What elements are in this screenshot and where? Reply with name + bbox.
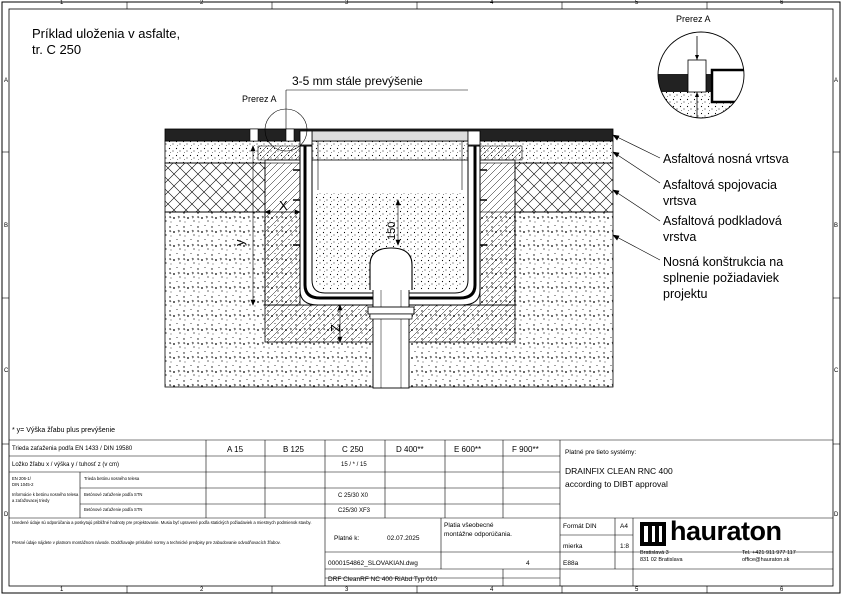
drawing-title-line1: Príklad uloženia v asfalte, (32, 26, 181, 41)
frame-col-4-bottom: 4 (490, 587, 494, 593)
drawing-code: DRF CleanRF NC 400 RiAbd Typ 010 (328, 576, 437, 583)
frame-col-2-bottom: 2 (200, 587, 204, 593)
dimension-x: X (279, 198, 288, 213)
group-label-3: Informácie k betónu nosného telesa (12, 492, 79, 497)
sub-row-3: Betónové zaťaženie podľa STN (84, 507, 143, 512)
outlet-pipe (368, 248, 414, 388)
class-c250: C 250 (342, 445, 364, 454)
frame-col-3-bottom: 3 (345, 587, 349, 593)
date-value: 02.07.2025 (387, 535, 420, 542)
frame-col-1-bottom: 1 (60, 587, 64, 593)
class-f900: F 900** (512, 445, 539, 454)
validity-text-1: Platia všeobecné (444, 522, 494, 529)
layer-label-1: Asfaltová nosná vrtsva (663, 152, 789, 166)
class-a15: A 15 (227, 445, 244, 454)
layer-label-4b: splnenie požiadaviek (663, 271, 780, 285)
notice-2: Presné údaje nájdete v platnom montážnom návode. Dodržiavajte príslušné normy a technické predpisy pre zabudovanie odvodňovacích žľabov. (12, 540, 281, 545)
frame-col-5: 5 (635, 0, 639, 6)
valid-for-label: Platné pre tieto systémy: (565, 449, 637, 456)
frame-col-2: 2 (200, 0, 204, 6)
concrete-class-2: C25/30 XF3 (338, 508, 371, 514)
xyz-row-value: 15 / * / 15 (341, 462, 367, 468)
scale-value: 1:8 (620, 543, 630, 550)
frame-row-a-right: A (834, 78, 839, 84)
frame-row-b: B (4, 223, 9, 229)
group-label-1: EN 206-1/ (12, 476, 31, 481)
frame-col-5-bottom: 5 (635, 587, 639, 593)
class-b125: B 125 (283, 445, 304, 454)
system-line2: according to DIBT approval (565, 479, 668, 489)
layer-label-2b: vrtsva (663, 194, 697, 208)
layer-label-4a: Nosná konštrukcia na (663, 255, 784, 269)
frame-col-4: 4 (490, 0, 494, 6)
frame-row-c-right: C (834, 368, 839, 374)
concrete-class-1: C 25/30 X0 (338, 493, 369, 499)
address-line1: Bratislavá 3 (640, 550, 669, 556)
email: office@hauraton.sk (742, 557, 790, 563)
brand-wordmark: hauraton (670, 516, 782, 546)
phone: Tel. +421 911 977 117 (742, 550, 796, 556)
class-d400: D 400** (396, 445, 424, 454)
drawing-title-line2: tr. C 250 (32, 42, 82, 57)
dimension-z: Z (328, 324, 343, 332)
footnote: * y= Výška žľabu plus prevýšenie (12, 427, 116, 434)
system-line1: DRAINFIX CLEAN RNC 400 (565, 466, 673, 476)
xyz-row-label: Ložko žľabu x / výška y / tuhosť z (v cm) (12, 462, 120, 468)
date-label: Platné k: (334, 535, 360, 542)
page-code: E88a (563, 560, 579, 567)
sheet-index: 4 (526, 560, 530, 567)
leader-lines (613, 135, 660, 260)
layer-label-3a: Asfaltová podkladová (663, 214, 782, 228)
class-e600: E 600** (454, 445, 482, 454)
address-line2: 831 02 Bratislava (640, 557, 683, 563)
group-label-4: a zaťažovacej triedy (12, 498, 50, 503)
title-block-lines (9, 440, 833, 586)
notice-1: Uvedené údaje sú odporúčania a poskytujú približné hodnoty pre projektovanie. Musia byť upravené podľa statických požiadaviek a miestnych podmienok stavby. (12, 520, 312, 525)
format-value: A4 (620, 523, 628, 530)
frame-row-b-right: B (834, 223, 839, 229)
frame-row-d-right: D (834, 512, 839, 518)
frame-row-a: A (4, 78, 9, 84)
section-label-detail: Prerez A (676, 14, 711, 24)
frame-row-d: D (4, 512, 9, 518)
dimension-150: 150 (386, 221, 398, 240)
dimension-y: y (232, 239, 247, 246)
frame-row-c: C (4, 368, 9, 374)
layer-label-4c: projektu (663, 287, 708, 301)
sub-row-2: Betónové zaťaženie podľa STN (84, 492, 143, 497)
file-name: 0000154862_SLOVAKIAN.dwg (328, 560, 418, 567)
frame-col-6: 6 (780, 0, 784, 6)
elevation-note: 3-5 mm stále prevýšenie (292, 74, 423, 88)
validity-text-2: montážne odporúčania. (444, 531, 512, 538)
detail-view (650, 30, 760, 130)
frame-col-1: 1 (60, 0, 64, 6)
layer-label-2a: Asfaltová spojovacia (663, 178, 777, 192)
sub-row-1: Trieda betónu nosného telesa (84, 476, 140, 481)
hauraton-logo-mark (640, 522, 666, 546)
section-label-main: Prerez A (242, 94, 277, 104)
scale-label: mierka (563, 543, 583, 550)
frame-col-6-bottom: 6 (780, 587, 784, 593)
group-label-2: DIN 1045-2 (12, 482, 34, 487)
format-label: Formát DIN (563, 523, 597, 530)
frame-col-3: 3 (345, 0, 349, 6)
class-row-label: Trieda zaťaženia podľa EN 1433 / DIN 19580 (12, 446, 133, 452)
layer-label-3b: vrstva (663, 230, 697, 244)
